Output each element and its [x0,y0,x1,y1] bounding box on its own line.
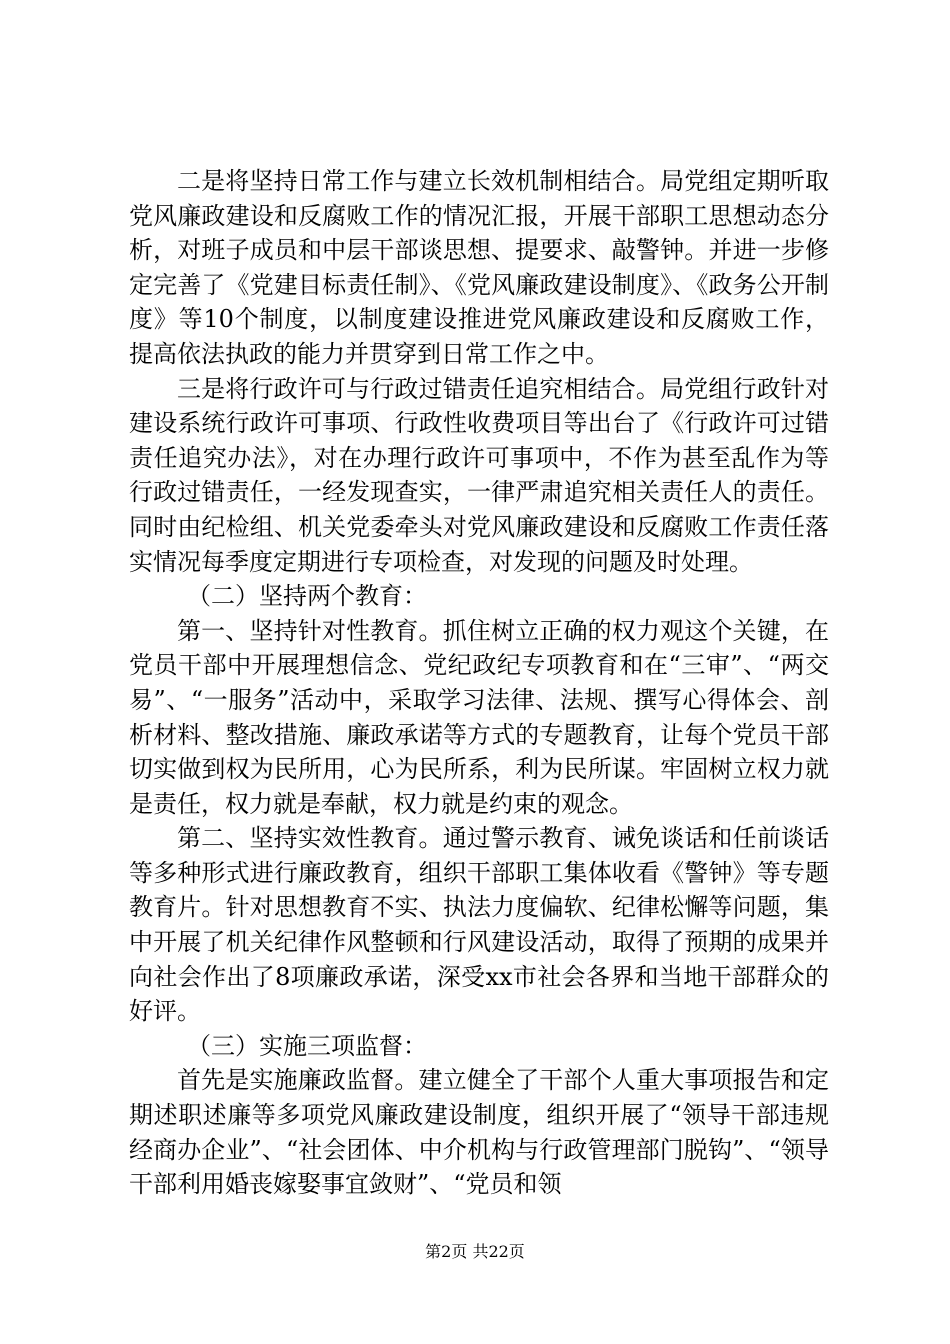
paragraph-targeted-education: 第一、坚持针对性教育。抓住树立正确的权力观这个关键，在党员干部中开展理想信念、党纪政纪专项教育和在“三审”、“两交易”、“一服务”活动中，采取学习法律、法规、撰写心得体会、剖析材料、整改措施、廉政承诺等方式的专题教育，让每个党员干部切实做到权为民所用，心为民所系，利为民所谋。牢固树立权力就是责任，权力就是奉献，权力就是约束的观念。 [129,616,829,818]
paragraph-second-point: 二是将坚持日常工作与建立长效机制相结合。局党组定期听取党风廉政建设和反腐败工作的情况汇报，开展干部职工思想动态分析，对班子成员和中层干部谈思想、提要求、敲警钟。并进一步修定完善了《党建目标责任制》、《党风廉政建设制度》、《政务公开制度》等10个制度，以制度建设推进党风廉政建设和反腐败工作，提高依法执政的能力并贯穿到日常工作之中。 [129,167,829,368]
section-heading-three-supervisions: （三）实施三项监督： [187,1031,427,1060]
page-number-footer: 第2页 共22页 [425,1242,525,1261]
paragraph-integrity-supervision: 首先是实施廉政监督。建立健全了干部个人重大事项报告和定期述职述廉等多项党风廉政建设制度，组织开展了“领导干部违规经商办企业”、“社会团体、中介机构与行政管理部门脱钩”、“领导干部利用婚丧嫁娶事宜敛财”、“党员和领 [129,1066,829,1199]
paragraph-effective-education: 第二、坚持实效性教育。通过警示教育、诫免谈话和任前谈话等多种形式进行廉政教育，组织干部职工集体收看《警钟》等专题教育片。针对思想教育不实、执法力度偏软、纪律松懈等问题，集中开展了机关纪律作风整顿和行风建设活动，取得了预期的成果并向社会作出了8项廉政承诺，深受xx市社会各界和当地干部群众的好评。 [129,824,829,1026]
document-body [129,164,829,1202]
section-heading-two-educations: （二）坚持两个教育： [187,582,427,611]
paragraph-third-point: 三是将行政许可与行政过错责任追究相结合。局党组行政针对建设系统行政许可事项、行政性收费项目等出台了《行政许可过错责任追究办法》，对在办理行政许可事项中，不作为甚至乱作为等行政过错责任，一经发现查实，一律严肃追究相关责任人的责任。同时由纪检组、机关党委牵头对党风廉政建设和反腐败工作责任落实情况每季度定期进行专项检查，对发现的问题及时处理。 [129,374,829,576]
